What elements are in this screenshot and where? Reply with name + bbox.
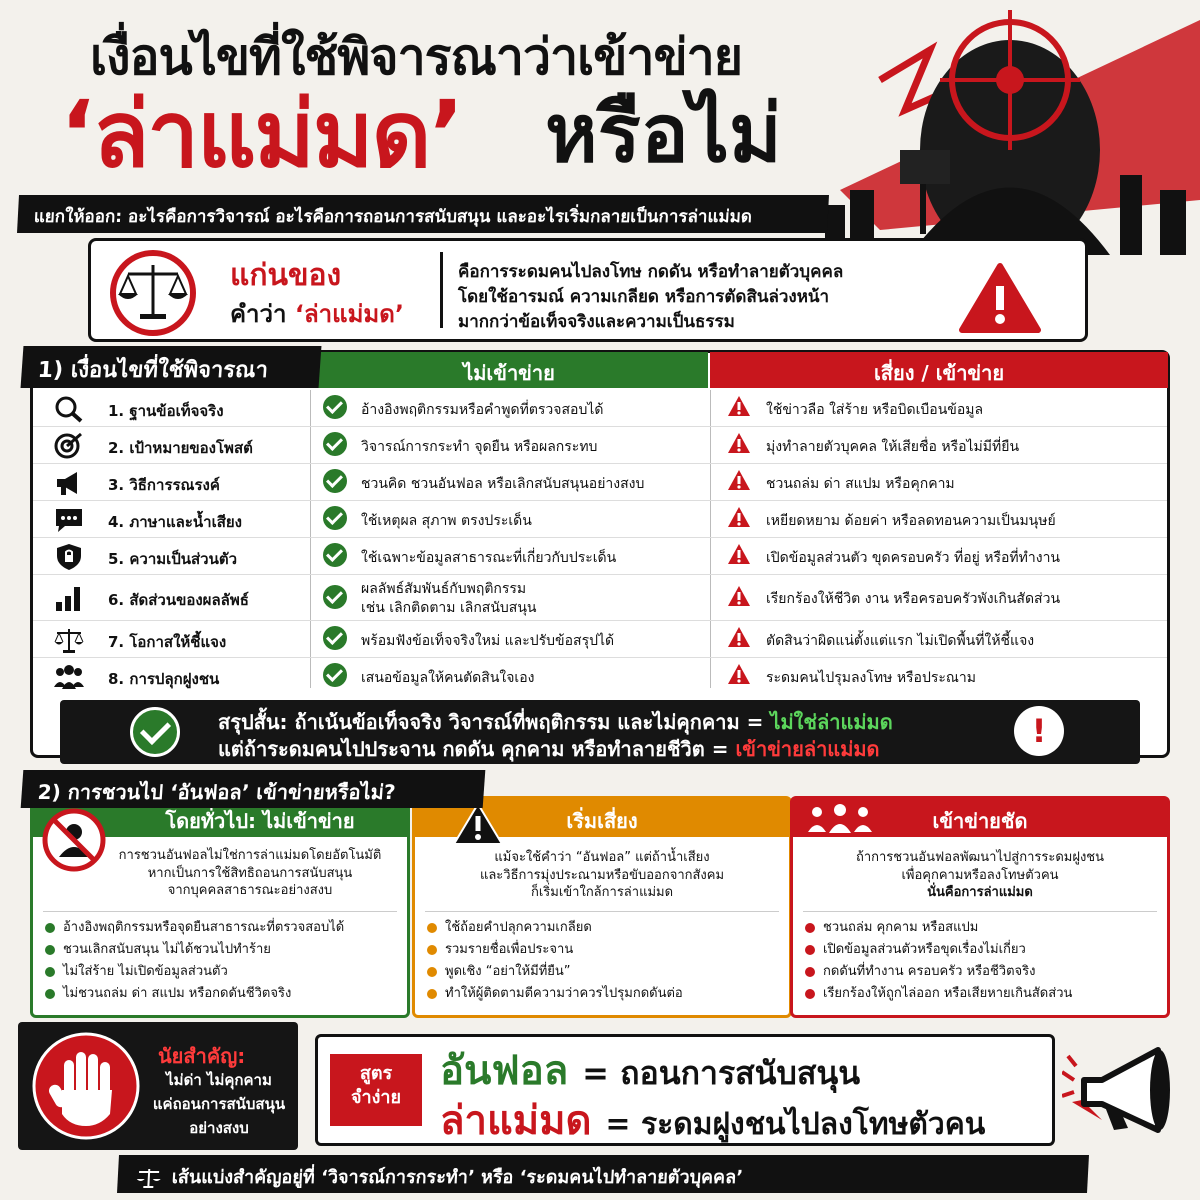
check-icon xyxy=(323,506,347,530)
list-item: ทำให้ผู้ติดตามตีความว่าควรไปรุมกดดันต่อ xyxy=(427,983,781,1005)
criteria-row xyxy=(33,390,1167,427)
check-icon xyxy=(323,469,347,493)
summary-line2: แต่ถ้าระดมคนไปประจาน กดดัน คุกคาม หรือทำลายชีวิต = เข้าข่ายล่าแม่มด xyxy=(218,737,880,761)
card-bullet-list xyxy=(805,917,1159,1005)
risk-text: เปิดข้อมูลส่วนตัว ขุดครอบครัว ที่อยู่ หรือที่ทำงาน xyxy=(766,550,1060,566)
criteria-row xyxy=(33,575,1167,621)
core-divider xyxy=(440,252,443,328)
risk-text: เรียกร้องให้ชีวิต งาน หรือครอบครัวพังเกินสัดส่วน xyxy=(766,591,1061,607)
list-item: รวมรายชื่อเพื่อประจาน xyxy=(427,939,781,961)
risk-text: เหยียดหยาม ด้อยค่า หรือลดทอนความเป็นมนุษย์ xyxy=(766,513,1056,529)
card-bullet-list xyxy=(45,917,399,1005)
check-icon xyxy=(323,626,347,650)
criteria-row xyxy=(33,501,1167,538)
warning-icon xyxy=(727,543,751,565)
warning-icon xyxy=(727,469,751,491)
section1-label: 1) เงื่อนไขที่ใช้พิจารณา xyxy=(21,346,322,388)
warning-icon xyxy=(727,585,751,607)
footer-banner xyxy=(117,1155,1089,1193)
unfollow-card-matching xyxy=(790,796,1170,1018)
key-point-line: ไม่ด่า ไม่คุกคาม xyxy=(166,1071,272,1089)
not-matching-text: อ้างอิงพฤติกรรมหรือคำพูดที่ตรวจสอบได้ xyxy=(361,402,604,418)
risk-text: ตัดสินว่าผิดแน่ตั้งแต่แรก ไม่เปิดพื้นที่ให้ชี้แจง xyxy=(766,633,1035,649)
key-point-line: อย่างสงบ xyxy=(189,1119,249,1137)
formula-tag: สูตร จำง่าย xyxy=(330,1054,422,1126)
key-point-line: แค่ถอนการสนับสนุน xyxy=(152,1095,286,1113)
not-matching-text: ชวนคิด ชวนอันฟอล หรือเลิกสนับสนุนอย่างสงบ xyxy=(361,476,645,492)
check-icon xyxy=(323,432,347,456)
not-matching-text: ใช้เหตุผล สุภาพ ตรงประเด็น xyxy=(361,513,532,529)
not-matching-text: พร้อมฟังข้อเท็จจริงใหม่ และปรับข้อสรุปได้ xyxy=(361,633,615,649)
warning-icon xyxy=(727,626,751,648)
list-item: เรียกร้องให้ถูกไล่ออก หรือเสียหายเกินสัดส่วน xyxy=(805,983,1159,1005)
not-matching-text: วิจารณ์การกระทำ จุดยืน หรือผลกระทบ xyxy=(361,439,598,455)
magnifier-icon xyxy=(53,395,85,423)
card-description: แม้จะใช้คำว่า “อันฟอล” แต่ถ้าน้ำเสียง และวิธีการมุ่งประณามหรือขับออกจากสังคม ก็เริ่มเข้าใกล้การล่าแม่มด xyxy=(479,850,725,901)
list-item: ใช้ถ้อยคำปลุกความเกลียด xyxy=(427,917,781,939)
list-item: ชวนถล่ม คุกคาม หรือสแปม xyxy=(805,917,1159,939)
stop-hand-icon xyxy=(30,1030,142,1142)
criteria-row xyxy=(33,427,1167,464)
not-matching-text: ใช้เฉพาะข้อมูลสาธารณะที่เกี่ยวกับประเด็น xyxy=(361,550,617,566)
criterion-label: 5. ความเป็นส่วนตัว xyxy=(108,550,238,568)
core-subtitle: คำว่า ‘ล่าแม่มด’ xyxy=(230,300,404,328)
risk-text: มุ่งทำลายตัวบุคคล ให้เสียชื่อ หรือไม่มีที่ยืน xyxy=(766,439,1020,455)
card-title: เข้าข่ายชัด xyxy=(793,799,1167,837)
target-icon xyxy=(53,432,85,460)
criterion-label: 2. เป้าหมายของโพสต์ xyxy=(108,439,253,457)
list-item: พูดเชิง “อย่าให้มีที่ยืน” xyxy=(427,961,781,983)
hooded-figure-target-illustration xyxy=(820,0,1200,255)
warning-icon xyxy=(727,663,751,685)
criterion-label: 3. วิธีการรณรงค์ xyxy=(108,476,220,494)
section2-label: 2) การชวนไป ‘อันฟอล’ เข้าข่ายหรือไม่? xyxy=(21,770,486,808)
check-icon xyxy=(323,395,347,419)
card-divider xyxy=(425,911,779,912)
column-header-not-matching: ไม่เข้าข่าย xyxy=(310,352,708,388)
warning-icon xyxy=(727,395,751,417)
megaphone-icon xyxy=(53,469,85,497)
warning-icon xyxy=(958,262,1042,334)
check-icon xyxy=(323,585,347,609)
bar-chart-icon xyxy=(53,584,85,612)
card-description: การชวนอันฟอลไม่ใช่การล่าแม่มดโดยอัตโนมัติ หากเป็นการใช้สิทธิถอนการสนับสนุน จากบุคคลสาธารณะอย่างสงบ xyxy=(118,848,382,899)
warning-icon xyxy=(727,432,751,454)
summary-line1: สรุปสั้น: ถ้าเน้นข้อเท็จจริง วิจารณ์ที่พฤติกรรม และไม่คุกคาม = ไม่ใช่ล่าแม่มด xyxy=(218,710,893,734)
card-title: เริ่มเสี่ยง xyxy=(415,799,789,837)
subtitle-banner: แยกให้ออก: อะไรคือการวิจารณ์ อะไรคือการถอนการสนับสนุน และอะไรเริ่มกลายเป็นการล่าแม่มด xyxy=(17,195,829,233)
title-line1: เงื่อนไขที่ใช้พิจารณาว่าเข้าข่าย xyxy=(90,28,743,86)
crowd-icon xyxy=(53,663,85,691)
list-item: ไม่ชวนถล่ม ด่า สแปม หรือกดดันชีวิตจริง xyxy=(45,983,399,1005)
title-suffix: หรือไม่ xyxy=(545,87,782,180)
shield-lock-icon xyxy=(53,543,85,571)
not-matching-text: เช่น เลิกติดตาม เลิกสนับสนุน xyxy=(361,600,537,616)
card-bullet-list xyxy=(427,917,781,1005)
core-definition-line: คือการระดมคนไปลงโทษ กดดัน หรือทำลายตัวบุคคล xyxy=(458,262,844,282)
core-title: แก่นของ xyxy=(230,258,342,293)
card-description: ถ้าการชวนอันฟอลพัฒนาไปสู่การระดมฝูงชน เพื่อคุกคามหรือลงโทษตัวคน นั่นคือการล่าแม่มด xyxy=(855,850,1105,901)
card-divider xyxy=(43,911,397,912)
card-divider xyxy=(803,911,1157,912)
criteria-row xyxy=(33,464,1167,501)
criterion-label: 7. โอกาสให้ชี้แจง xyxy=(108,633,227,651)
check-icon xyxy=(323,663,347,687)
criterion-label: 4. ภาษาและน้ำเสียง xyxy=(108,513,242,531)
not-matching-text: เสนอข้อมูลให้คนตัดสินใจเอง xyxy=(361,670,535,686)
criteria-row xyxy=(33,658,1167,695)
scale-icon xyxy=(98,250,208,336)
unfollow-card-risky xyxy=(412,796,792,1018)
column-header-risk: เสี่ยง / เข้าข่าย xyxy=(710,352,1168,388)
list-item: ไม่ใส่ร้าย ไม่เปิดข้อมูลส่วนตัว xyxy=(45,961,399,983)
unfollow-card-not-matching xyxy=(30,796,410,1018)
list-item: อ้างอิงพฤติกรรมหรือจุดยืนสาธารณะที่ตรวจสอบได้ xyxy=(45,917,399,939)
crowd-icon xyxy=(805,803,875,833)
scale-icon xyxy=(135,1167,162,1189)
title-highlight: ‘ล่าแม่มด’ xyxy=(60,81,463,188)
warning-icon xyxy=(727,506,751,528)
criterion-label: 8. การปลุกฝูงชน xyxy=(108,670,220,688)
footer-text: เส้นแบ่งสำคัญอยู่ที่ ‘วิจารณ์การกระทำ’ หรือ ‘ระดมคนไปทำลายตัวบุคคล’ xyxy=(171,1167,744,1188)
not-matching-text: ผลลัพธ์สัมพันธ์กับพฤติกรรม xyxy=(361,581,527,597)
chat-bubble-icon xyxy=(53,506,85,534)
criterion-label: 6. สัดส่วนของผลลัพธ์ xyxy=(108,591,249,609)
card-title: โดยทั่วไป: ไม่เข้าข่าย xyxy=(33,799,407,837)
core-definition-line: มากกว่าข้อเท็จจริงและความเป็นธรรม xyxy=(458,312,735,332)
megaphone-icon xyxy=(1062,1030,1182,1150)
criteria-row xyxy=(33,538,1167,575)
formula-witch-hunt: ล่าแม่มด = ระดมฝูงชนไปลงโทษตัวคน xyxy=(440,1098,986,1144)
risk-text: ระดมคนไปรุมลงโทษ หรือประณาม xyxy=(766,670,976,686)
list-item: กดดันที่ทำงาน ครอบครัว หรือชีวิตจริง xyxy=(805,961,1159,983)
criteria-row xyxy=(33,621,1167,658)
risk-text: ใช้ข่าวลือ ใส่ร้าย หรือบิดเบือนข้อมูล xyxy=(766,402,984,418)
key-point-title: นัยสำคัญ: xyxy=(158,1044,246,1068)
core-definition-line: โดยใช้อารมณ์ ความเกลียด หรือการตัดสินล่วงหน้า xyxy=(458,287,830,307)
no-person-icon xyxy=(41,807,107,873)
criterion-label: 1. ฐานข้อเท็จจริง xyxy=(108,402,224,420)
formula-unfollow: อันฟอล = ถอนการสนับสนุน xyxy=(440,1048,861,1094)
exclamation-icon: ! xyxy=(1014,706,1064,756)
risk-text: ชวนถล่ม ด่า สแปม หรือคุกคาม xyxy=(766,476,955,492)
list-item: เปิดข้อมูลส่วนตัวหรือขุดเรื่องไม่เกี่ยว xyxy=(805,939,1159,961)
check-circle-icon xyxy=(130,707,180,757)
scale-icon xyxy=(53,626,85,654)
list-item: ชวนเลิกสนับสนุน ไม่ได้ชวนไปทำร้าย xyxy=(45,939,399,961)
check-icon xyxy=(323,543,347,567)
